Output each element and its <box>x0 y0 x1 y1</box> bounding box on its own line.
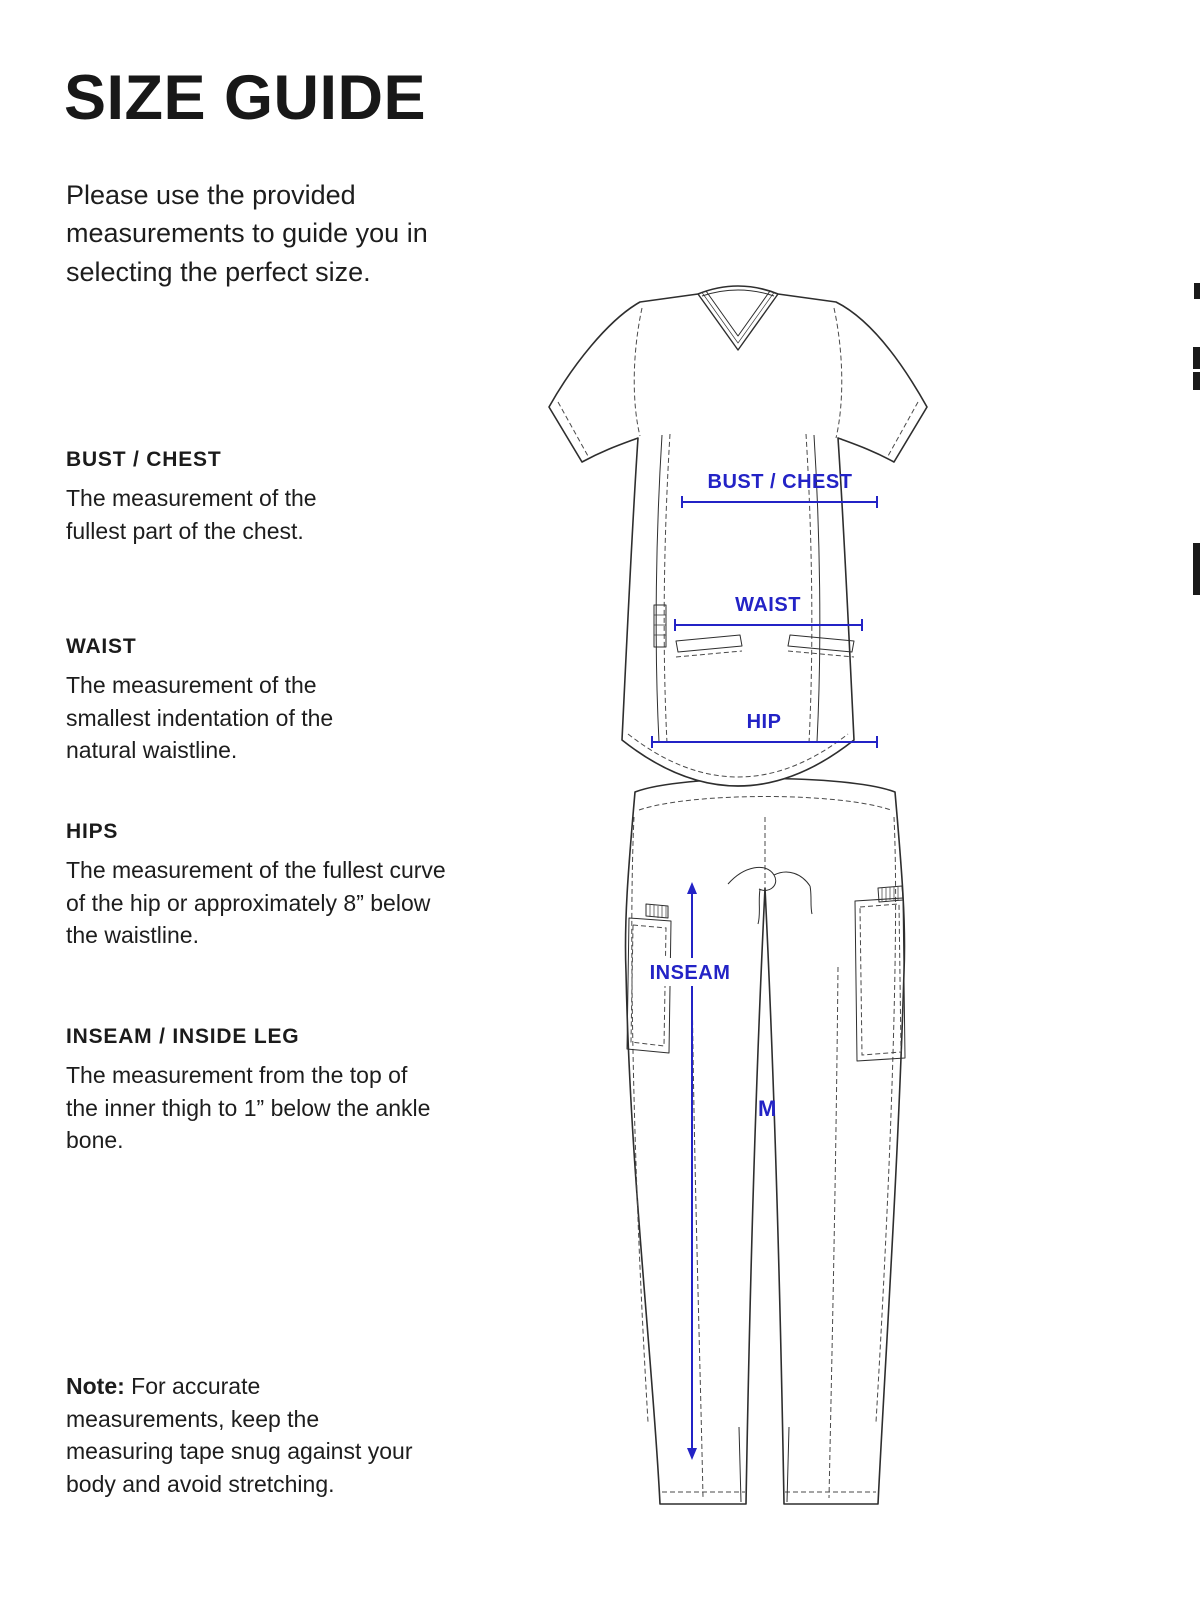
section-body: The measurement of the smallest indentation of the natural waistline. <box>66 672 334 764</box>
right-edge-artifact <box>1194 283 1200 299</box>
right-edge-artifact <box>1193 372 1200 390</box>
measurement-note <box>66 1370 422 1501</box>
section-heading: WAIST <box>66 635 137 658</box>
garment-diagram <box>542 272 1022 1542</box>
section-hips <box>66 820 458 952</box>
section-heading: BUST / CHEST <box>66 448 222 471</box>
section-body: The measurement of the fullest curve of the hip or approximately 8” below the waistline. <box>66 857 446 949</box>
section-waist <box>66 635 396 767</box>
section-inseam <box>66 1025 438 1157</box>
size-letter-label: M <box>758 1096 777 1121</box>
note-body: For accurate measurements, keep the measuring tape snug against your body and avoid stretching. <box>66 1373 413 1497</box>
section-body: The measurement from the top of the inner thigh to 1” below the ankle bone. <box>66 1062 431 1154</box>
section-heading: HIPS <box>66 820 119 843</box>
right-edge-artifact <box>1193 543 1200 595</box>
note-label: Note: <box>66 1373 125 1399</box>
intro-text: Please use the provided measurements to guide you in selecting the perfect size. <box>66 180 428 287</box>
page-title: SIZE GUIDE <box>64 63 427 133</box>
scrub-top-drawing <box>549 286 927 786</box>
section-body: The measurement of the fullest part of the chest. <box>66 485 317 544</box>
inseam-label: INSEAM <box>649 962 731 984</box>
waist-label: WAIST <box>735 594 801 616</box>
right-edge-artifact <box>1193 347 1200 369</box>
scrub-pants-drawing <box>625 779 905 1505</box>
scrubs-technical-drawing <box>542 272 1022 1542</box>
section-bust-chest <box>66 448 366 547</box>
section-heading: INSEAM / INSIDE LEG <box>66 1025 300 1048</box>
bust-chest-label: BUST / CHEST <box>707 471 853 493</box>
hip-label: HIP <box>746 711 782 733</box>
